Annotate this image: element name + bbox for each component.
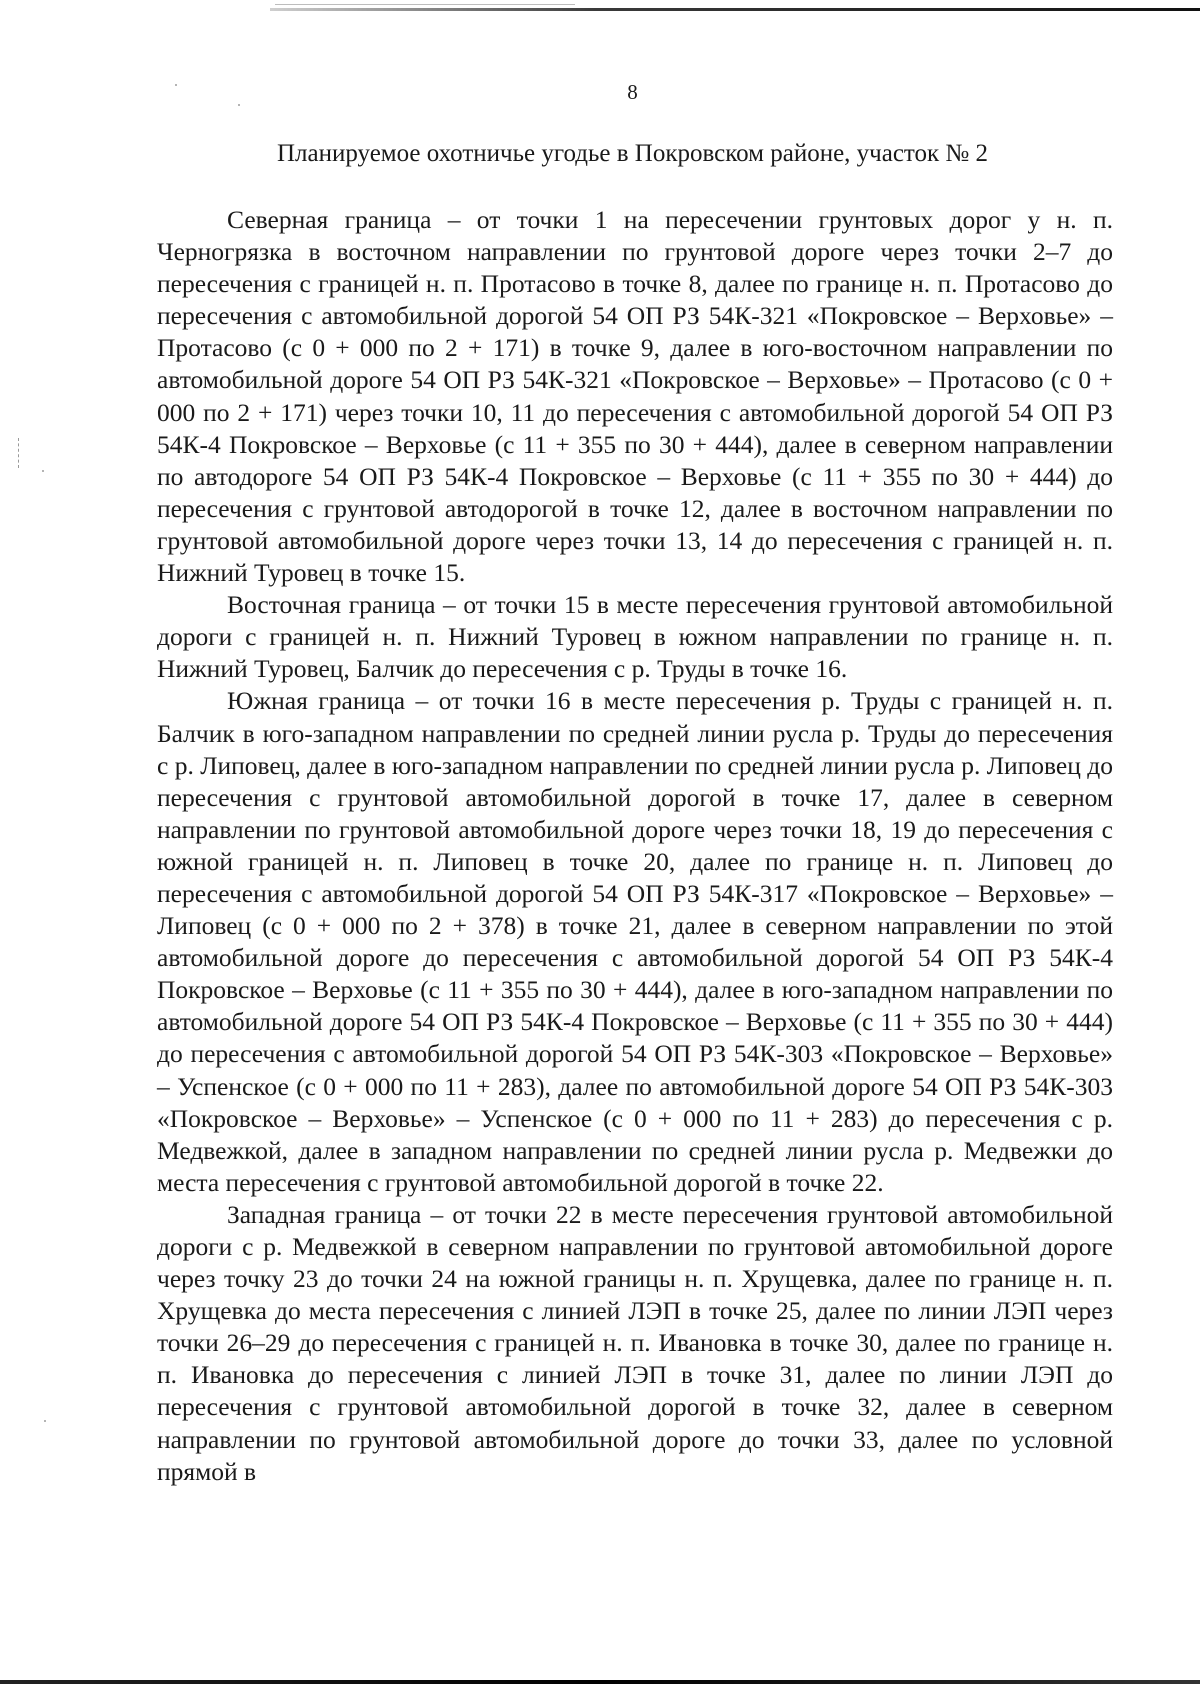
document-body — [157, 204, 1113, 1488]
page-number: 8 — [627, 80, 638, 104]
scan-speck — [42, 470, 44, 472]
scan-speck — [44, 1420, 46, 1422]
document-title: Планируемое охотничье угодье в Покровском районе, участок № 2 — [276, 140, 989, 167]
scan-artifact-top-thin — [275, 4, 575, 5]
paragraph-northern-boundary: Северная граница – от точки 1 на пересечении грунтовых дорог у н. п. Черногрязка в восточном направлении по грунтовой дороге через точки 2–7 до пересечения с границей н. п. Протасово в точке 8, далее по границе н. п. Протасово до пересечения с автомобильной дорогой 54 ОП РЗ 54К-321 «Покровское – Верховье» – Протасово (с 0 + 000 по 2 + 171) в точке 9, далее в юго-восточном направлении по автомобильной дороге 54 ОП РЗ 54К-321 «Покровское – Верховье» – Протасово (с 0 + 000 по 2 + 171) через точки 10, 11 до пересечения с автомобильной дорогой 54 ОП РЗ 54К-4 Покровское – Верховье (с 11 + 355 по 30 + 444), далее в северном направлении по автодороге 54 ОП РЗ 54К-4 Покровское – Верховье (с 11 + 355 по 30 + 444) до пересечения с грунтовой автодорогой в точке 12, далее в восточном направлении по грунтовой автомобильной дороге через точки 13, 14 до пересечения с границей н. п. Нижний Туровец в точке 15. — [157, 205, 1113, 588]
scan-artifact-top-line — [270, 8, 1200, 11]
paragraph-southern-boundary: Южная граница – от точки 16 в месте пересечения р. Труды с границей н. п. Балчик в юго-западном направлении по средней линии русла р. Труды до пересечения с р. Липовец, далее в юго-западном направлении по средней линии русла р. Липовец до пересечения с грунтовой автомобильной дорогой в точке 17, далее в северном направлении по грунтовой автомобильной дороге через точки 18, 19 до пересечения с южной границей н. п. Липовец в точке 20, далее по границе н. п. Липовец до пересечения с автомобильной дорогой 54 ОП РЗ 54К-317 «Покровское – Верховье» – Липовец (с 0 + 000 по 2 + 378) в точке 21, далее в северном направлении по этой автомобильной дороге до пересечения с автомобильной дорогой 54 ОП РЗ 54К-4 Покровское – Верховье (с 11 + 355 по 30 + 444), далее в юго-западном направлении по автомобильной дороге 54 ОП РЗ 54К-4 Покровское – Верховье (с 11 + 355 по 30 + 444) до пересечения с автомобильной дорогой 54 ОП РЗ 54К-303 «Покровское – Верховье» – Успенское (с 0 + 000 по 11 + 283), далее по автомобильной дороге 54 ОП РЗ 54К-303 «Покровское – Верховье» – Успенское (с 0 + 000 по 11 + 283) до пересечения с р. Медвежкой, далее в западном направлении по средней линии русла р. Медвежки до места пересечения с грунтовой автомобильной дорогой в точке 22. — [157, 686, 1113, 1197]
scan-artifact-margin-marks — [18, 438, 25, 468]
paragraph-western-boundary: Западная граница – от точки 22 в месте пересечения грунтовой автомобильной дороги с р. Медвежкой в северном направлении по грунтовой автомобильной дороге через точку 23 до точки 24 на южной границы н. п. Хрущевка, далее по границе н. п. Хрущевка до места пересечения с линией ЛЭП в точке 25, далее по линии ЛЭП через точки 26–29 до пересечения с границей н. п. Ивановка в точке 30, далее по границе н. п. Ивановка до пересечения с линией ЛЭП в точке 31, далее по линии ЛЭП до пересечения с грунтовой автомобильной дорогой в точке 32, далее в северном направлении по грунтовой автомобильной дороге до точки 33, далее по условной прямой в — [157, 1199, 1113, 1486]
scan-artifact-bottom-line — [0, 1680, 1200, 1684]
paragraph-eastern-boundary: Восточная граница – от точки 15 в месте пересечения грунтовой автомобильной дороги с границей н. п. Нижний Туровец в южном направлении по границе н. п. Нижний Туровец, Балчик до пересечения с р. Труды в точке 16. — [157, 590, 1113, 684]
